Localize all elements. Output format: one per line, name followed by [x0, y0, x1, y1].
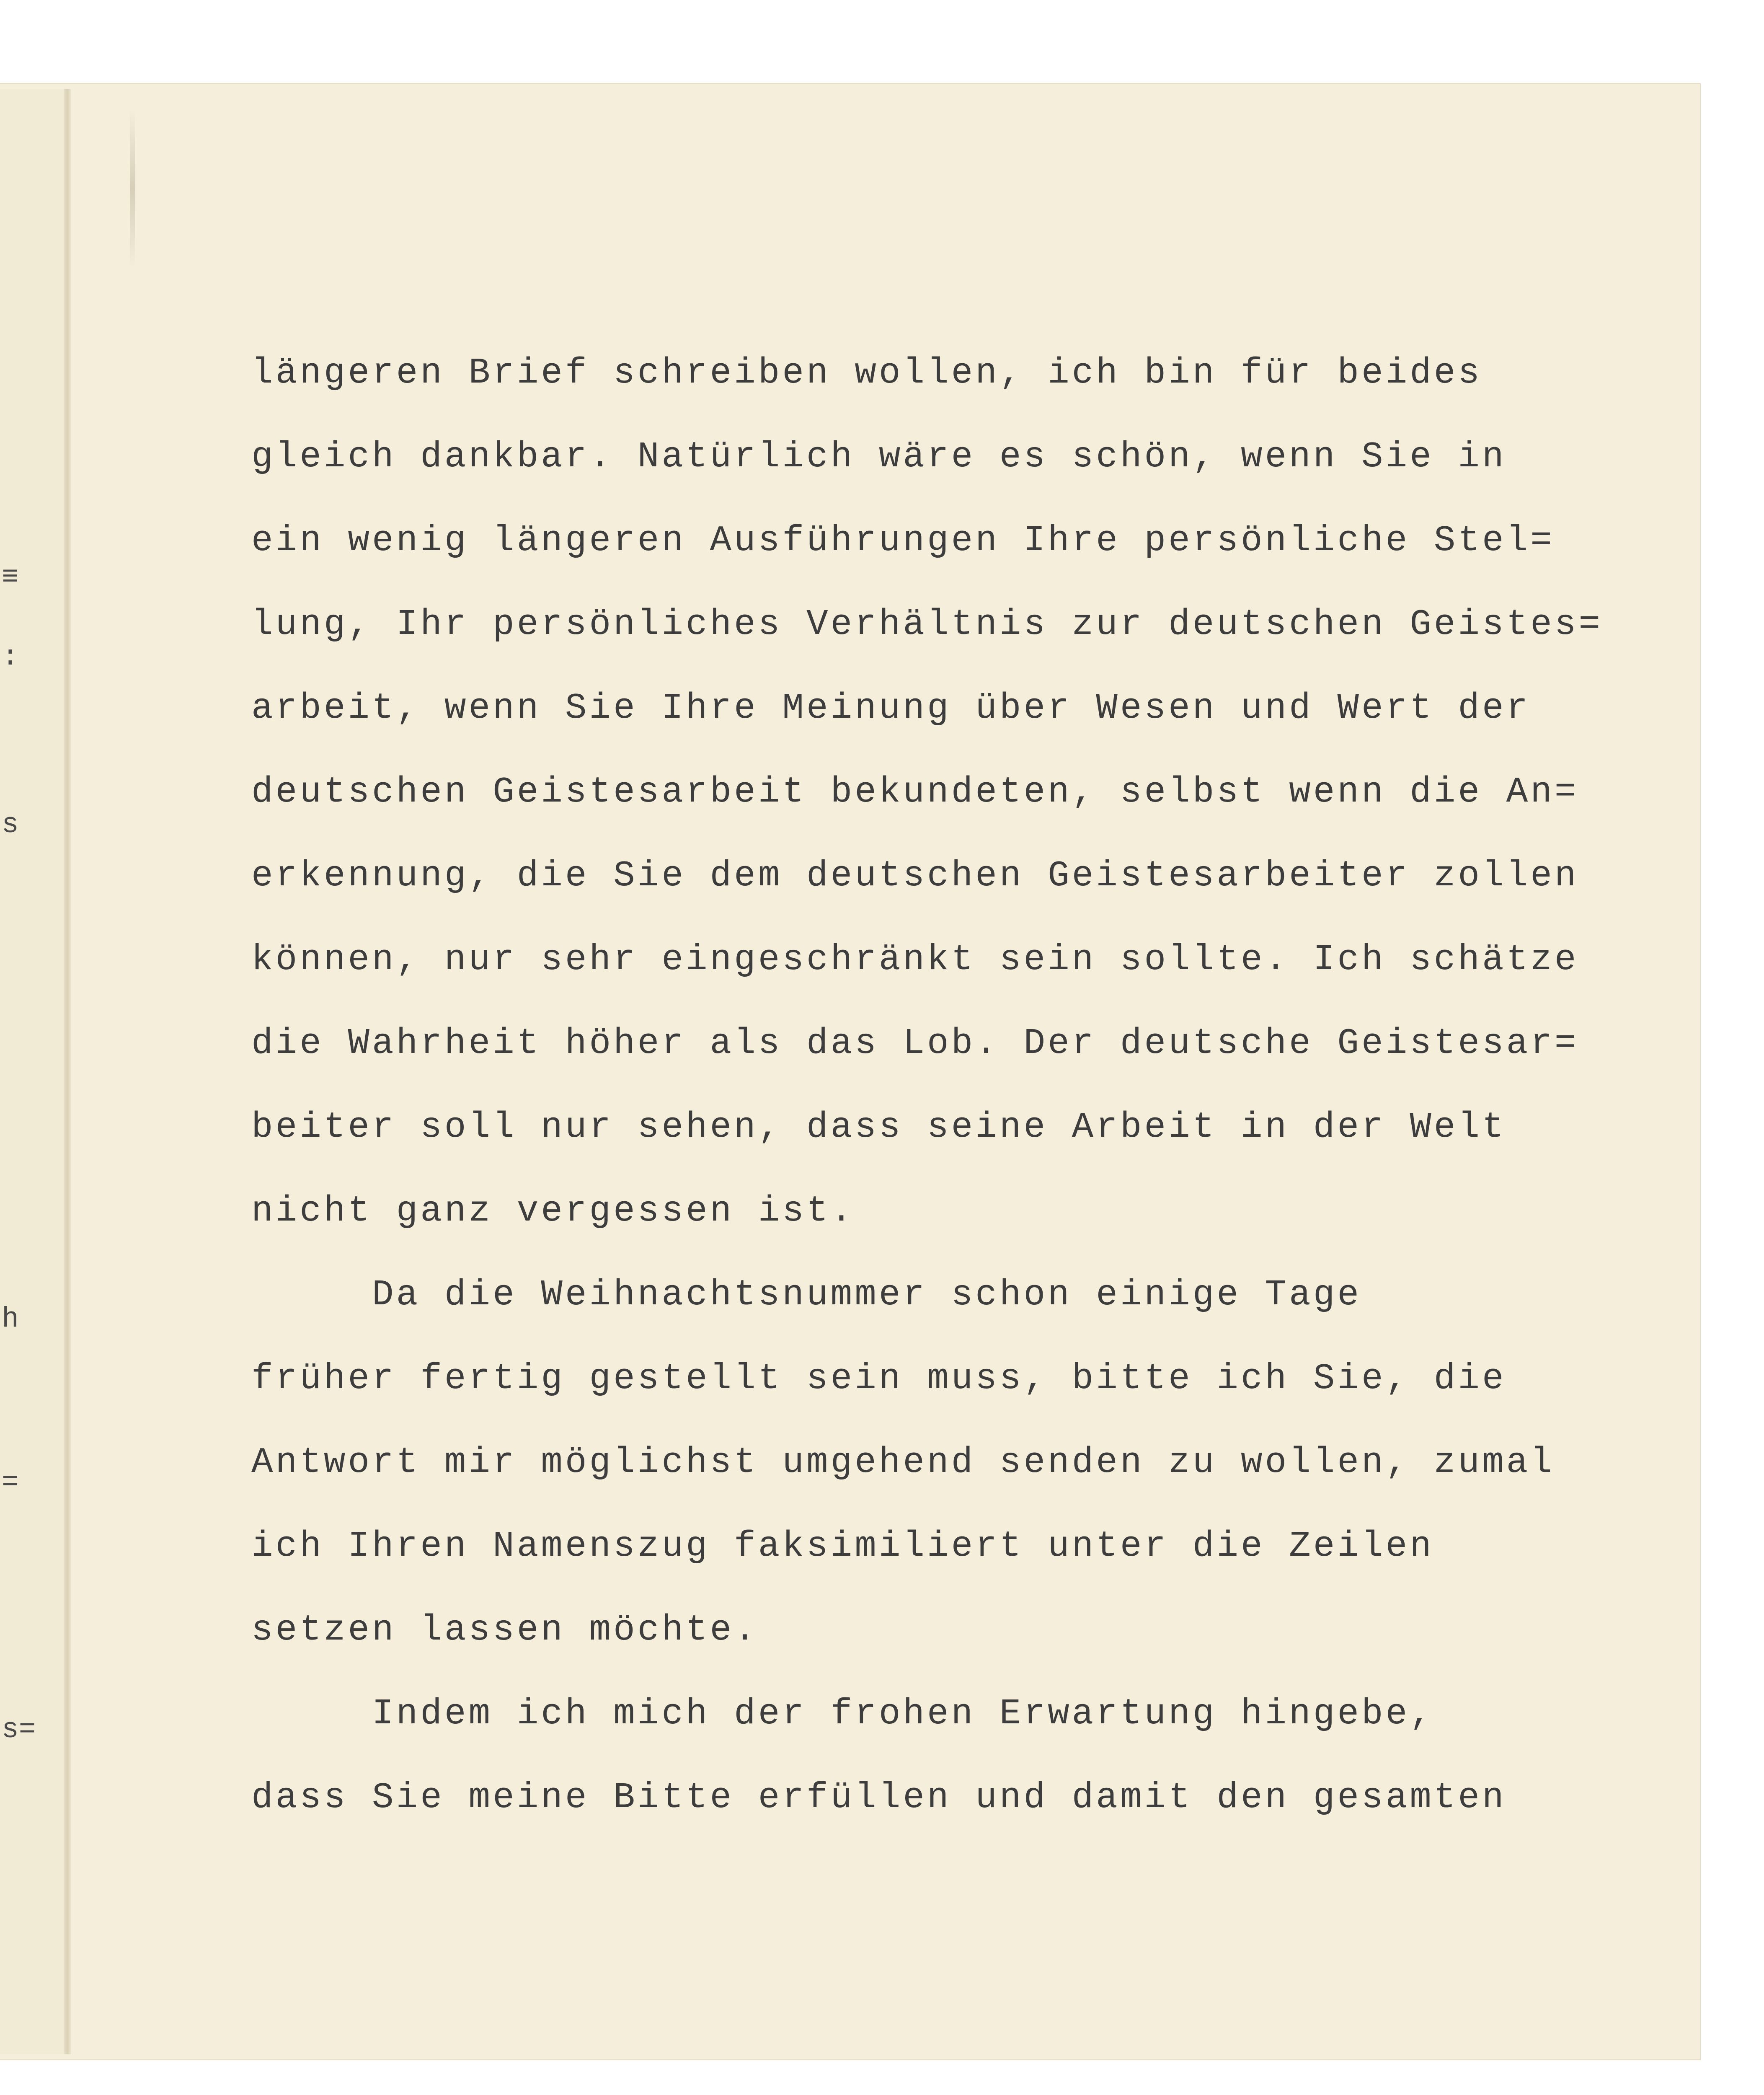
paper-crease [130, 109, 135, 268]
margin-fragment: = [2, 1466, 19, 1499]
text-line: setzen lassen möchte. [251, 1609, 758, 1650]
text-line: deutschen Geistesarbeit bekundeten, selbst wenn die An= [251, 771, 1579, 812]
text-line: lung, Ihr persönliches Verhältnis zur deutschen Geistes= [251, 604, 1603, 645]
text-line: früher fertig gestellt sein muss, bitte ich Sie, die [251, 1358, 1506, 1399]
text-line: längeren Brief schreiben wollen, ich bin für beides [251, 352, 1482, 393]
text-line: Indem ich mich der frohen Erwartung hingebe, [251, 1693, 1434, 1734]
paragraph [251, 1672, 1676, 1839]
text-line: die Wahrheit höher als das Lob. Der deutsche Geistesar= [251, 1023, 1579, 1064]
previous-page-margin [0, 0, 67, 2095]
letter-text [251, 331, 1676, 1839]
margin-fragment: s [2, 809, 19, 841]
margin-fragment: : [2, 641, 19, 673]
paragraph [251, 331, 1676, 1253]
text-line: beiter soll nur sehen, dass seine Arbeit in der Welt [251, 1107, 1506, 1148]
text-line: Da die Weihnachtsnummer schon einige Tage [251, 1274, 1361, 1315]
text-line: können, nur sehr eingeschränkt sein sollte. Ich schätze [251, 939, 1579, 980]
margin-fragment: h [2, 1303, 19, 1335]
margin-fragment: ≡ [2, 561, 19, 594]
text-line: nicht ganz vergessen ist. [251, 1190, 855, 1231]
text-line: ein wenig längeren Ausführungen Ihre persönliche Stel= [251, 520, 1555, 561]
paragraph [251, 1253, 1676, 1672]
text-line: gleich dankbar. Natürlich wäre es schön, wenn Sie in [251, 436, 1506, 477]
text-line: dass Sie meine Bitte erfüllen und damit den gesamten [251, 1777, 1506, 1818]
text-line: erkennung, die Sie dem deutschen Geistesarbeiter zollen [251, 855, 1579, 896]
text-line: Antwort mir möglichst umgehend senden zu wollen, zumal [251, 1442, 1555, 1483]
text-line: arbeit, wenn Sie Ihre Meinung über Wesen und Wert der [251, 688, 1531, 729]
text-line: ich Ihren Namenszug faksimiliert unter die Zeilen [251, 1526, 1434, 1567]
margin-fragment: s= [2, 1714, 36, 1746]
